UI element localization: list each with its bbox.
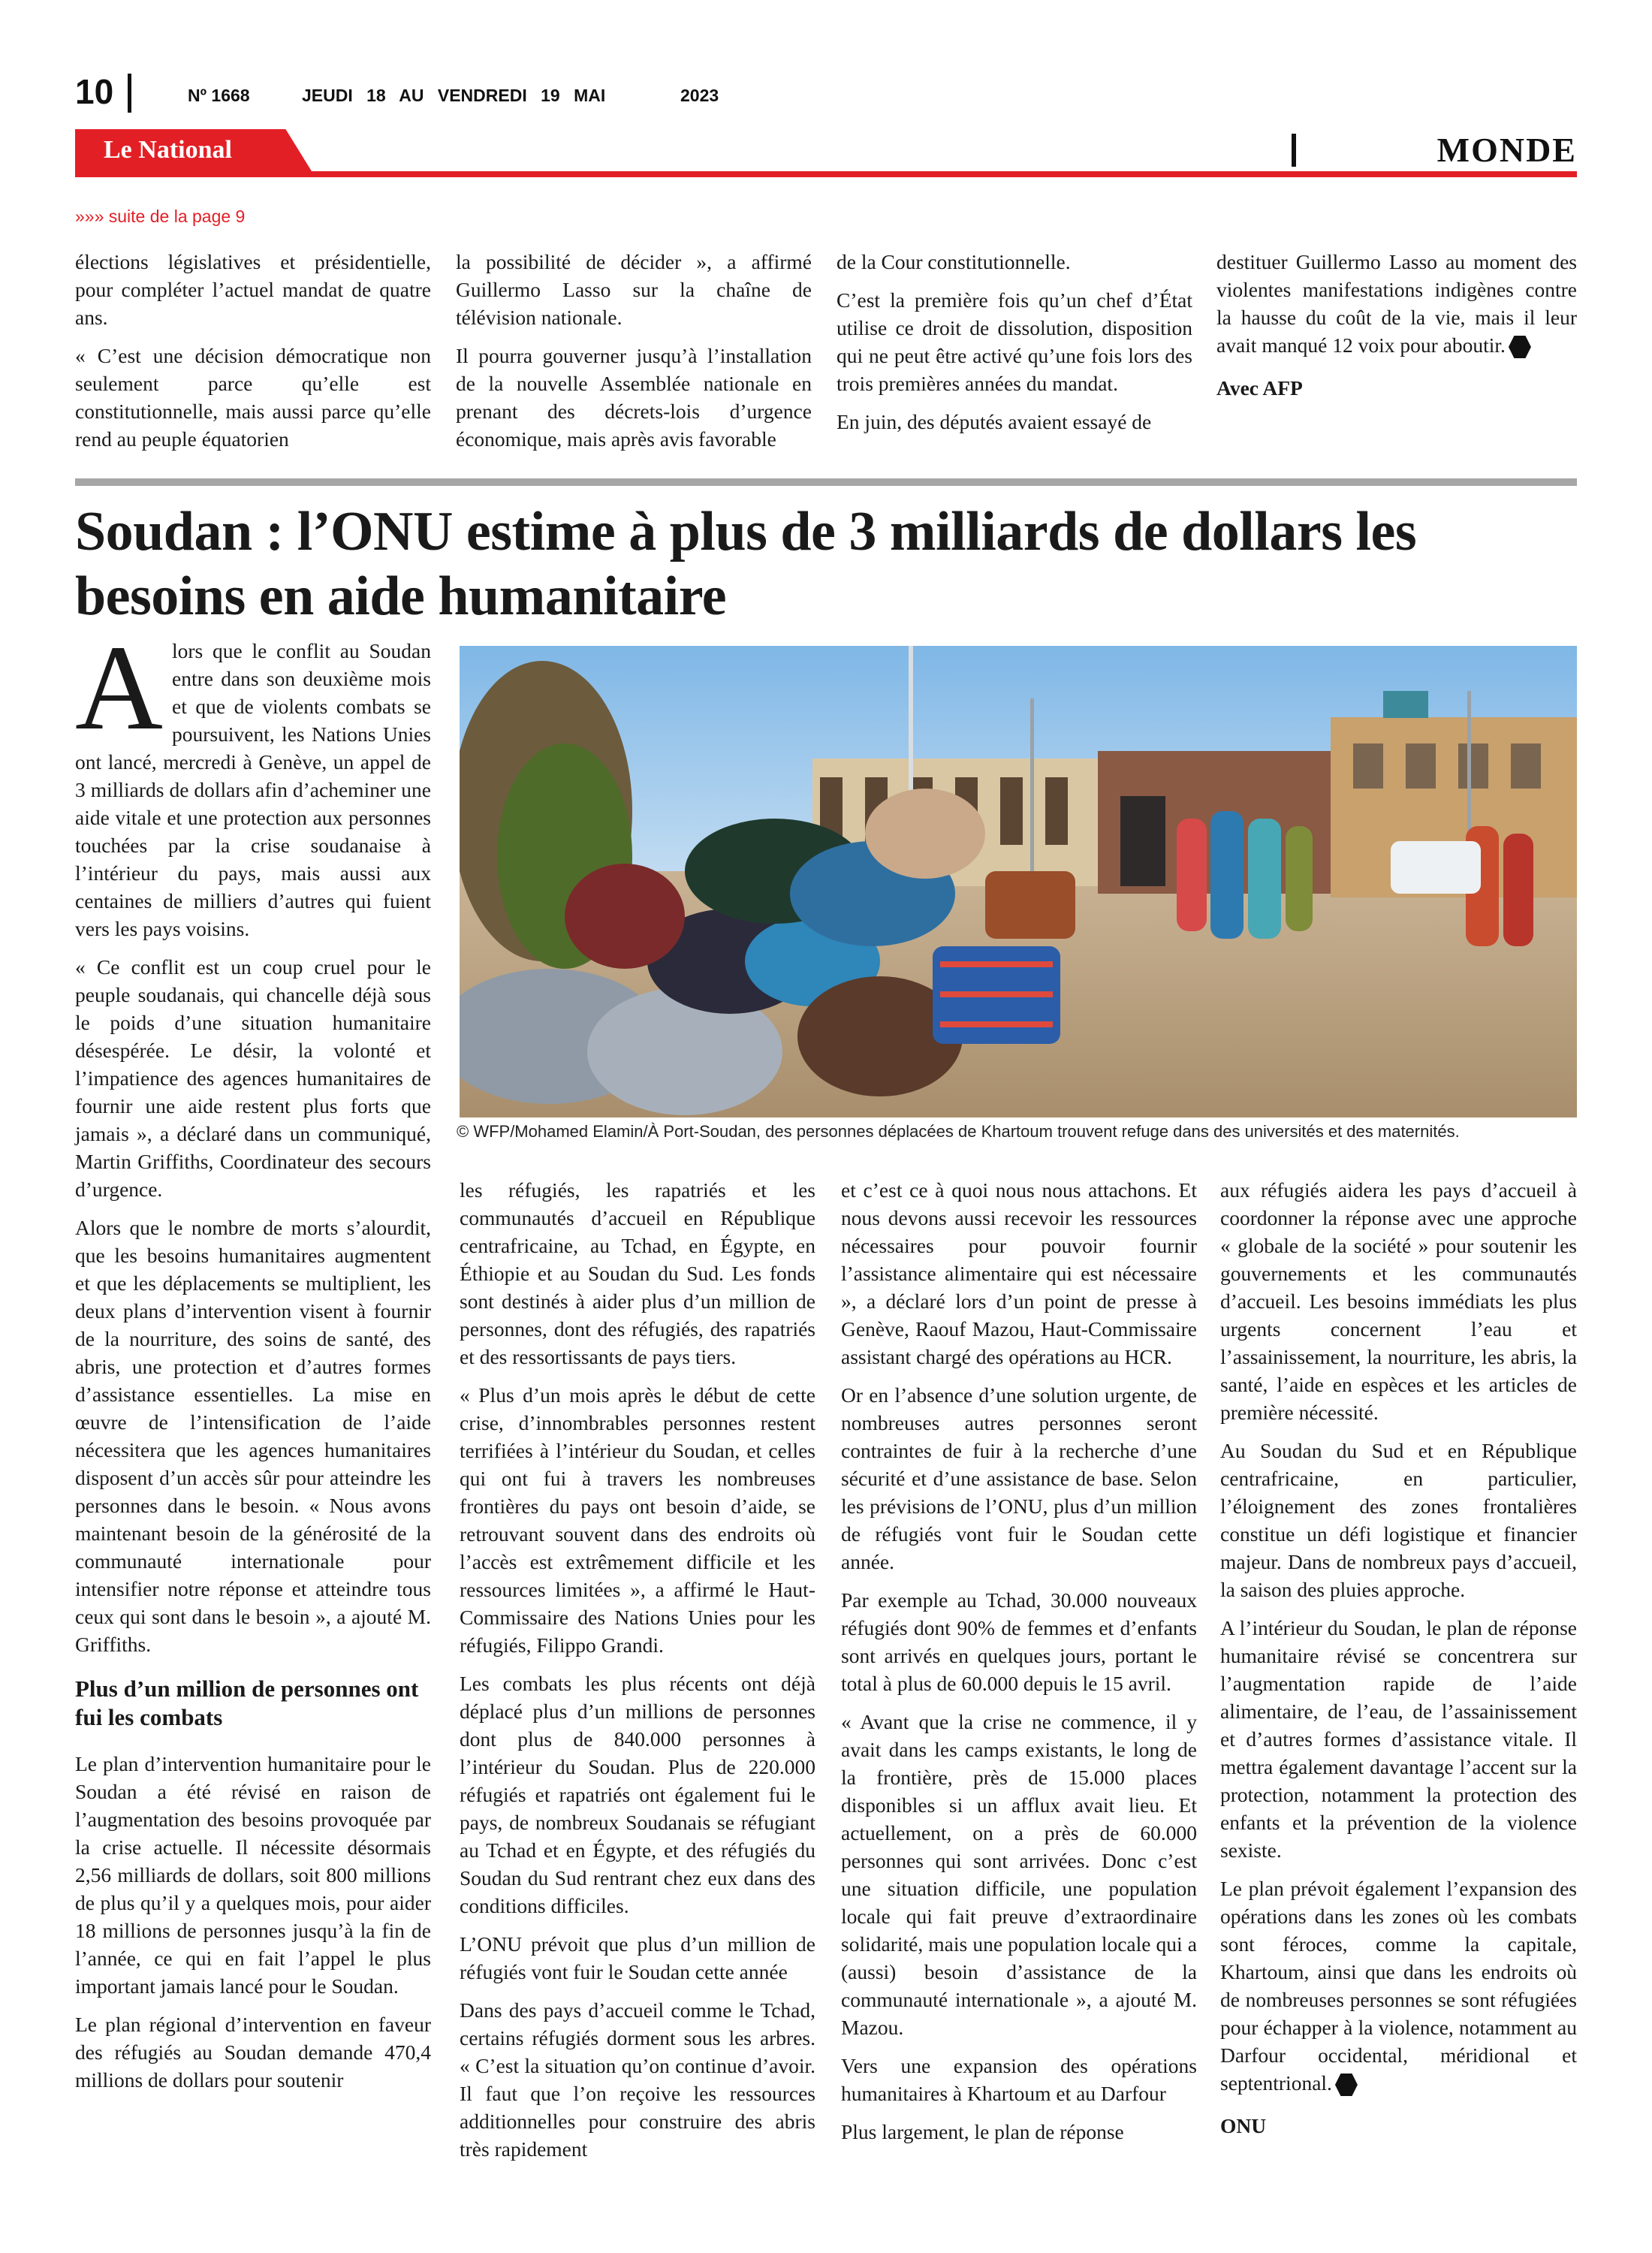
top-column-4 [1216,248,1577,402]
paragraph: Vers une expansion des opérations humanitaires à Khartoum et au Darfour [841,2054,1197,2105]
paragraph: Il pourra gouverner jusqu’à l’installation de la nouvelle Assemblée nationale en prenant des décrets-lois d’urgence économique, mais après avis favorable [456,344,812,451]
top-column-2 [456,248,812,453]
paragraph: de la Cour constitutionnelle. [837,250,1071,273]
paragraph: et c’est ce à quoi nous nous attachons. Et nous devons aussi recevoir les ressources nécessaires pour pouvoir fournir l’assistance alimentaire qui est nécessaire », a déclaré lors d’un point de presse à Genève, Raouf Mazou, Haut-Commissaire assistant chargé des opérations au HCR. [841,1178,1197,1368]
top-column-3 [837,248,1192,436]
article-photo [460,646,1577,1117]
paragraph [1220,1874,1577,2097]
paragraph: aux réfugiés aidera les pays d’accueil à coordonner la réponse avec une approche « globale de la société » pour soutenir les gouvernements et les communautés d’accueil. Les besoins immédiats les plus urgents concernent l’eau et l’assainissement, la nourriture, les abris, la santé, l’aide en espèces et les articles de première nécessité. [1220,1178,1577,1424]
top-column-1 [75,248,431,453]
end-mark-icon [1509,336,1531,358]
brand-logo: Le National [104,136,232,164]
paragraph: A l’intérieur du Soudan, le plan de réponse humanitaire révisé se concentrera sur l’augmentation rapide de l’aide alimentaire, de l’eau, de l’assainissement et d’autres formes d’assistance vitale. Il mettra également davantage l’accent sur la protection, notamment la protection des enfants et la prévention de la violence sexiste. [1220,1616,1577,1862]
paragraph: Les combats les plus récents ont déjà déplacé plus d’un millions de personnes dont plus de 840.000 personnes à l’intérieur du Soudan. Plus de 220.000 réfugiés et rapatriés ont également fui le pays, de nombreux Soudanais se réfugiant au Tchad et en Égypte, et des réfugiés du Soudan du Sud rentrant chez eux dans des conditions difficiles. [460,1672,815,1917]
paragraph: Dans des pays d’accueil comme le Tchad, certains réfugiés dorment sous les arbres. « C’est la situation qu’on continue d’avoir. Il faut que l’on reçoive les ressources additionnelles pour construire des abris très rapidement [460,1998,815,2161]
article-divider [75,478,1577,486]
paragraph: les réfugiés, les rapatriés et les communautés d’accueil en République centrafricaine, au Tchad, en Égypte, en Éthiopie et au Soudan du Sud. Les fonds sont destinés à aider plus d’un million de personnes, dont des réfugiés, des rapatriés et des ressortissants de pays tiers. [460,1178,815,1368]
header-rule [75,171,1577,177]
main-column-1 [75,621,431,2094]
paragraph: Le plan d’intervention humanitaire pour le Soudan a été révisé en raison de l’augmentation des besoins provoquée par la crise actuelle. Il nécessite désormais 2,56 milliards de dollars, soit 800 millions de plus qu’il y a quelques mois, pour aider 18 millions de personnes jusqu’à la fin de l’année, ce qui en fait l’appel le plus important jamais lancé pour le Soudan. [75,1752,431,1998]
drop-cap: A [75,621,163,756]
paragraph-text: Le plan prévoit également l’expansion des opérations dans les zones où les combats sont féroces, comme la capitale, Khartoum, ainsi que dans les endroits où de nombreuses personnes se sont réfugiées pour échapper à la violence, notamment au Darfour occidental, méridional et septentrional. [1220,1877,1577,2095]
main-column-4 [1220,1176,1577,2140]
end-mark-icon [1335,2074,1358,2096]
lead-paragraph [75,621,431,943]
headline: Soudan : l’ONU estime à plus de 3 milliards de dollars les besoins en aide humanitaire [75,501,1417,627]
issue-date: JEUDI 18 AU VENDREDI 19 MAI [302,86,606,105]
section-header [75,129,1577,177]
paragraph: Au Soudan du Sud et en République centrafricaine, en particulier, l’éloignement des zones frontalières constitue un défi logistique et financier majeur. Dans de nombreux pays d’accueil, la saison des pluies approche. [1220,1439,1577,1601]
section-title: MONDE [1436,131,1577,169]
section-divider [1292,134,1296,167]
paragraph: « C’est une décision démocratique non seulement parce qu’elle est constitutionnelle, mais aussi parce qu’elle rend au peuple équatorien [75,344,431,451]
continuation-note: »»» suite de la page 9 [75,207,246,226]
page-number: 10 [75,72,114,111]
paragraph: Par exemple au Tchad, 30.000 nouveaux réfugiés dont 90% de femmes et d’enfants sont arrivés en quelques jours, portant le total à plus de 60.000 depuis le 15 avril. [841,1588,1197,1695]
paragraph-text: destituer Guillermo Lasso au moment des violentes manifestations indigènes contre la hausse du coût de la vie, mais il leur avait manqué 12 voix pour aboutir. [1216,250,1577,357]
issue-year: 2023 [680,86,719,105]
paragraph: la possibilité de décider », a affirmé Guillermo Lasso sur la chaîne de télévision nationale. [456,250,812,329]
paragraph: En juin, des députés avaient essayé de [837,410,1152,433]
photo-caption: © WFP/Mohamed Elamin/À Port-Soudan, des personnes déplacées de Khartoum trouvent refuge dans des universités et des maternités. [457,1122,1460,1141]
page-number-bar [128,74,131,113]
issue-number: Nº 1668 [188,86,250,105]
paragraph: L’ONU prévoit que plus d’un million de réfugiés vont fuir le Soudan cette année [460,1932,815,1983]
paragraph: élections législatives et présidentielle, pour compléter l’actuel mandat de quatre ans. [75,250,431,329]
paragraph: « Ce conflit est un coup cruel pour le peuple soudanais, qui chancelle déjà sous le poids d’une situation humanitaire désespérée. Le désir, la volonté et l’impatience des agences humanitaires de fournir une aide restent plus forts que jamais », a déclaré dans un communiqué, Martin Griffiths, Coordinateur des secours d’urgence. [75,955,431,1201]
paragraph: Le plan régional d’intervention en faveur des réfugiés au Soudan demande 470,4 millions de dollars pour soutenir [75,2013,431,2092]
paragraph: Alors que le nombre de morts s’alourdit, que les besoins humanitaires augmentent et que les déplacements se multiplient, les deux plans d’intervention visent à fournir de la nourriture, des soins de santé, des abris, une protection et d’autres formes d’assistance essentielles. La mise en œuvre de l’intensification de l’aide nécessitera que les agences humanitaires disposent d’un accès sûr pour atteindre les personnes dans le besoin. « Nous avons maintenant besoin de la générosité de la communauté internationale pour intensifier notre réponse et atteindre tous ceux qui sont dans le besoin », a ajouté M. Griffiths. [75,1216,431,1656]
article-source: ONU [1220,2114,1267,2137]
main-column-2 [460,1176,815,2163]
paragraph: « Plus d’un mois après le début de cette crise, d’innombrables personnes restent terrifiées à l’intérieur du Soudan, et celles qui ont fui à travers les nombreuses frontières du pays ont besoin d’aide, se retrouvant souvent dans des endroits où l’accès est extrêmement difficile et les ressources limitées », a affirmé le Haut-Commissaire des Nations Unies pour les réfugiés, Filippo Grandi. [460,1383,815,1657]
paragraph: Or en l’absence d’une solution urgente, de nombreuses autres personnes seront contraintes de fuir à la recherche d’une sécurité et d’une assistance de base. Selon les prévisions de l’ONU, plus d’un million de réfugiés vont fuir le Soudan cette année. [841,1383,1197,1573]
paragraph: Plus largement, le plan de réponse [841,2120,1124,2143]
paragraph: « Avant que la crise ne commence, il y avait dans les camps existants, le long de la frontière, près de 15.000 places disponibles si un afflux avait lieu. Et actuellement, on a près de 60.000 personnes qui sont arrivées. Donc c’est une situation difficile, une population locale qui fait preuve d’extraordinaire solidarité, mais une population locale qui a (aussi) besoin d’assistance de la communauté internationale », a ajouté M. Mazou. [841,1710,1197,2039]
main-column-3 [841,1176,1197,2146]
paragraph: C’est la première fois qu’un chef d’État utilise ce droit de dissolution, disposition qui ne peut être activé qu’une fois lors des trois premières années du mandat. [837,288,1192,395]
paragraph [1216,248,1577,359]
subheading: Plus d’un million de personnes ont fui les combats [75,1675,419,1730]
byline: Avec AFP [1216,376,1303,400]
lead-text: lors que le conflit au Soudan entre dans son deuxième mois et que de violents combats se poursuivent, les Nations Unies ont lancé, mercredi à Genève, un appel de 3 milliards de dollars afin d’acheminer une aide vitale et une protection aux personnes touchées par la crise soudanaise à l’intérieur du pays, mais aussi aux centaines de milliers d’autres qui fuient vers les pays voisins. [75,639,431,940]
